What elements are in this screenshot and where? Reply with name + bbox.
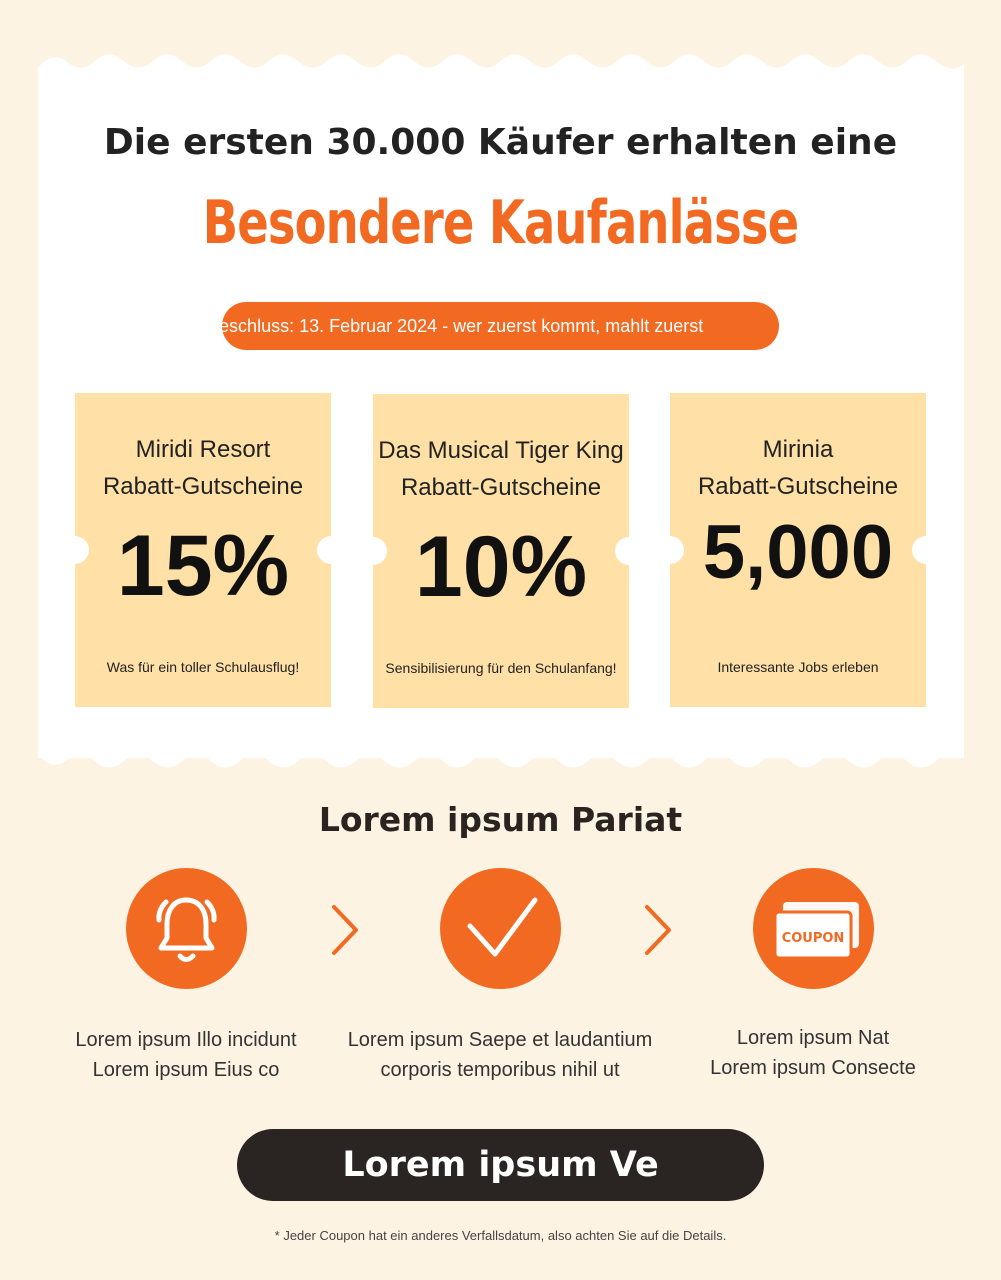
steps-title: Lorem ipsum Pariat bbox=[318, 800, 683, 839]
step-3-line2: Lorem ipsum Consecte bbox=[710, 1057, 916, 1079]
step-1-text bbox=[16, 1025, 356, 1085]
step-3-icon-circle bbox=[753, 868, 874, 989]
cta-button[interactable]: Lorem ipsum Ve bbox=[237, 1129, 764, 1201]
step-2-text bbox=[330, 1025, 670, 1085]
coupon-note: Was für ein toller Schulausflug! bbox=[106, 659, 300, 675]
coupon-name-line1: Miridi Resort bbox=[135, 436, 271, 463]
step-1-icon-circle bbox=[126, 868, 247, 989]
coupon-mirinia[interactable] bbox=[670, 393, 926, 707]
coupon-miridi-resort[interactable] bbox=[75, 393, 331, 707]
headline: Die ersten 30.000 Käufer erhalten eine bbox=[103, 122, 898, 163]
coupon-musical-tiger-king[interactable] bbox=[373, 394, 629, 708]
torn-edge-bottom bbox=[38, 746, 964, 776]
deadline-banner bbox=[154, 302, 779, 350]
step-2-line1: Lorem ipsum Saepe et laudantium bbox=[347, 1029, 653, 1051]
step-2-line2: corporis temporibus nihil ut bbox=[380, 1059, 620, 1081]
page-title: Besondere Kaufanlässe bbox=[202, 188, 799, 258]
chevron-right-icon bbox=[330, 903, 360, 957]
coupon-name-line1: Das Musical Tiger King bbox=[378, 437, 624, 464]
coupon-value: 5,000 bbox=[702, 510, 894, 595]
deadline-text: Einsendeschluss: 13. Februar 2024 - wer zuerst kommt, mahlt zuerst bbox=[154, 316, 704, 336]
bell-icon bbox=[126, 868, 247, 989]
coupon-note: Interessante Jobs erleben bbox=[717, 659, 879, 675]
step-2-icon-circle bbox=[440, 868, 561, 989]
step-1-line1: Lorem ipsum Illo incidunt bbox=[75, 1029, 297, 1051]
torn-edge-top bbox=[38, 46, 964, 76]
step-3-text bbox=[643, 1023, 983, 1083]
coupon-name-line2: Rabatt-Gutscheine bbox=[697, 473, 899, 500]
checkmark-icon bbox=[440, 868, 561, 989]
coupon-note: Sensibilisierung für den Schulanfang! bbox=[385, 660, 617, 676]
coupon-name-line2: Rabatt-Gutscheine bbox=[400, 474, 602, 501]
coupon-icon-label: COUPON bbox=[781, 931, 845, 946]
coupon-icon bbox=[753, 868, 874, 989]
coupon-name bbox=[670, 431, 926, 505]
coupon-name-line2: Rabatt-Gutscheine bbox=[102, 473, 304, 500]
step-3-line1: Lorem ipsum Nat bbox=[736, 1027, 890, 1049]
coupon-name bbox=[75, 431, 331, 505]
coupon-value: 10% bbox=[414, 519, 588, 615]
coupon-value: 15% bbox=[116, 518, 290, 614]
coupon-name-line1: Mirinia bbox=[762, 436, 834, 463]
footnote: * Jeder Coupon hat ein anderes Verfallsdatum, also achten Sie auf die Details. bbox=[274, 1228, 727, 1243]
coupon-name bbox=[373, 432, 629, 506]
step-1-line2: Lorem ipsum Eius co bbox=[92, 1059, 280, 1081]
chevron-right-icon bbox=[643, 903, 673, 957]
